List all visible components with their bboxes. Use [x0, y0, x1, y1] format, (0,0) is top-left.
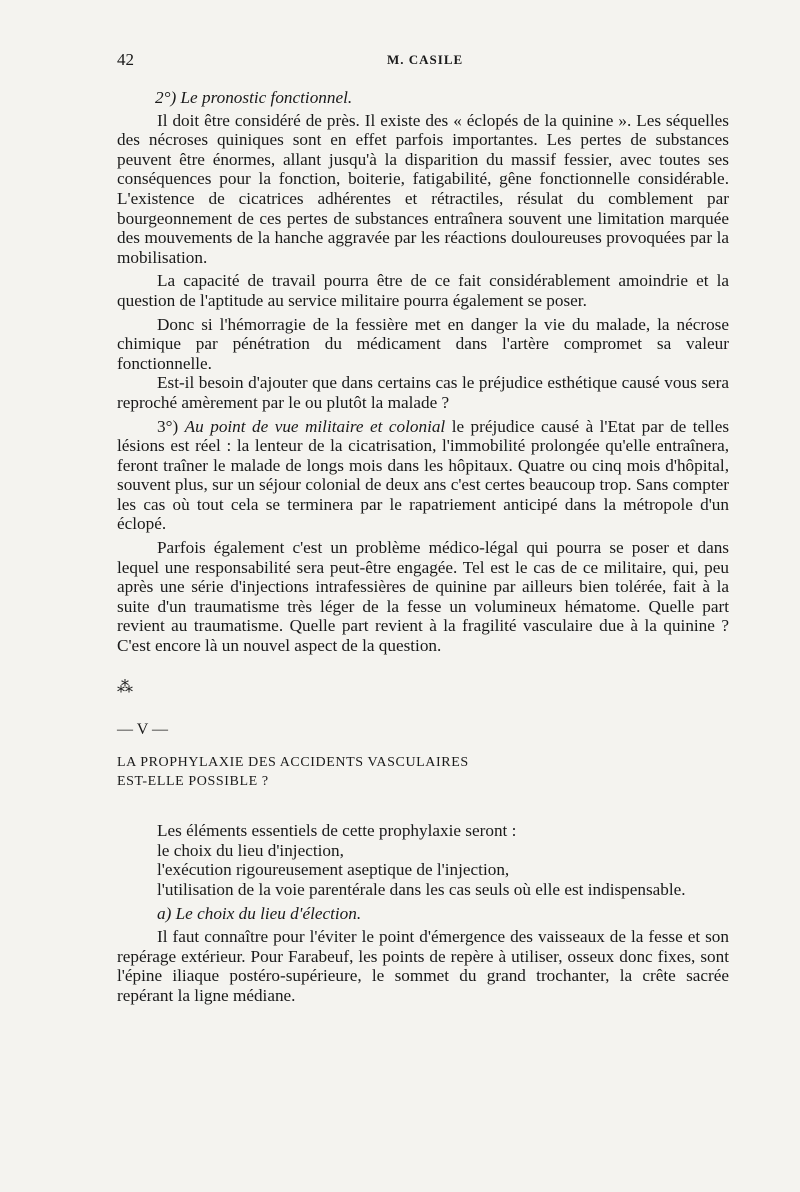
section-title-line-2: EST-ELLE POSSIBLE ?: [117, 774, 269, 790]
section-3-heading: Au point de vue militaire et colonial: [184, 416, 446, 436]
paragraph: Parfois également c'est un problème médico-légal qui pourra se poser et dans lequel une responsabilité sera peut-être engagée. Tel est le cas de ce militaire, qui, peu après une série d'injections intrafessières de quinine par ailleurs bien tolérée, fait à la suite d'un traumatisme très léger de la fesse un volumineux hématome. Quelle part revient au traumatisme. Quelle part revient à la fragilité vasculaire due à la quinine ? C'est encore là un nouvel aspect de la question.: [117, 538, 729, 656]
section-3-text: le préjudice causé à l'Etat par de telles lésions est réel : la lenteur de la cicatrisation, l'immobilité prolongée qu'elle entraînera, feront traîner le malade de longs mois dans les hôpitaux. Quatre ou cinq mois d'hôpital, souvent plus, sur un séjour colonial de deux ans c'est certes beaucoup trop. Sans compter les cas où tout cela se terminera par le rapatriement anticipé dans la métropole d'un éclopé.: [117, 416, 730, 534]
running-head: M. CASILE: [387, 52, 464, 67]
section-2-heading: 2°) Le pronostic fonctionnel.: [155, 88, 353, 107]
asterism: ⁂: [117, 678, 131, 696]
section-number: — V —: [117, 720, 168, 738]
paragraph: Est-il besoin d'ajouter que dans certains cas le préjudice esthétique causé vous sera reproché amèrement par le ou plutôt la malade ?: [117, 373, 729, 412]
body-text: [117, 88, 729, 1006]
paragraph: Donc si l'hémorragie de la fessière met en danger la vie du malade, la nécrose chimique par pénétration du médicament dans l'artère compromet sa valeur fonctionnelle.: [117, 314, 729, 373]
paragraph: Il doit être considéré de près. Il existe des « éclopés de la quinine ». Les séquelles des nécroses quiniques sont en effet parfois importantes. Les pertes de substances peuvent être énormes, allant jusqu'à la disparition du massif fessier, avec toutes ses conséquences pour la fonction, boiterie, fatigabilité, gêne fonctionnelle considérable. L'existence de cicatrices adhérentes et rétractiles, résulat du comblement par bourgeonnement de ces pertes de substances entraînera souvent une limitation marquée des mouvements de la hanche aggravée par les réactions douloureuses provoquées par la mobilisation.: [117, 110, 729, 267]
subheading-a: a) Le choix du lieu d'élection.: [157, 903, 362, 923]
paragraph: La capacité de travail pourra être de ce fait considérablement amoindrie et la question de l'aptitude au service militaire pourra également se poser.: [117, 271, 729, 310]
section-3-paragraph: [117, 417, 729, 535]
page-number: 42: [117, 50, 134, 69]
section-3-number: 3°): [157, 416, 179, 436]
paragraph: Il faut connaître pour l'éviter le point d'émergence des vaisseaux de la fesse et son repérage extérieur. Pour Farabeuf, les points de repère à utiliser, osseux donc fixes, sont l'épine iliaque postéro-supérieure, le sommet du grand trochanter, la crête sacrée repérant la ligne médiane.: [117, 927, 729, 1005]
section-title: [117, 753, 729, 791]
list-item: le choix du lieu d'injection,: [157, 840, 344, 860]
section-title-line-1: LA PROPHYLAXIE DES ACCIDENTS VASCULAIRES: [117, 755, 469, 771]
page-header: [117, 50, 729, 70]
list-item: l'utilisation de la voie parentérale dans les cas seuls où elle est indispensable.: [157, 880, 686, 899]
list-item: l'exécution rigoureusement aseptique de l'injection,: [157, 860, 510, 880]
list-intro: Les éléments essentiels de cette prophylaxie seront :: [157, 821, 517, 841]
